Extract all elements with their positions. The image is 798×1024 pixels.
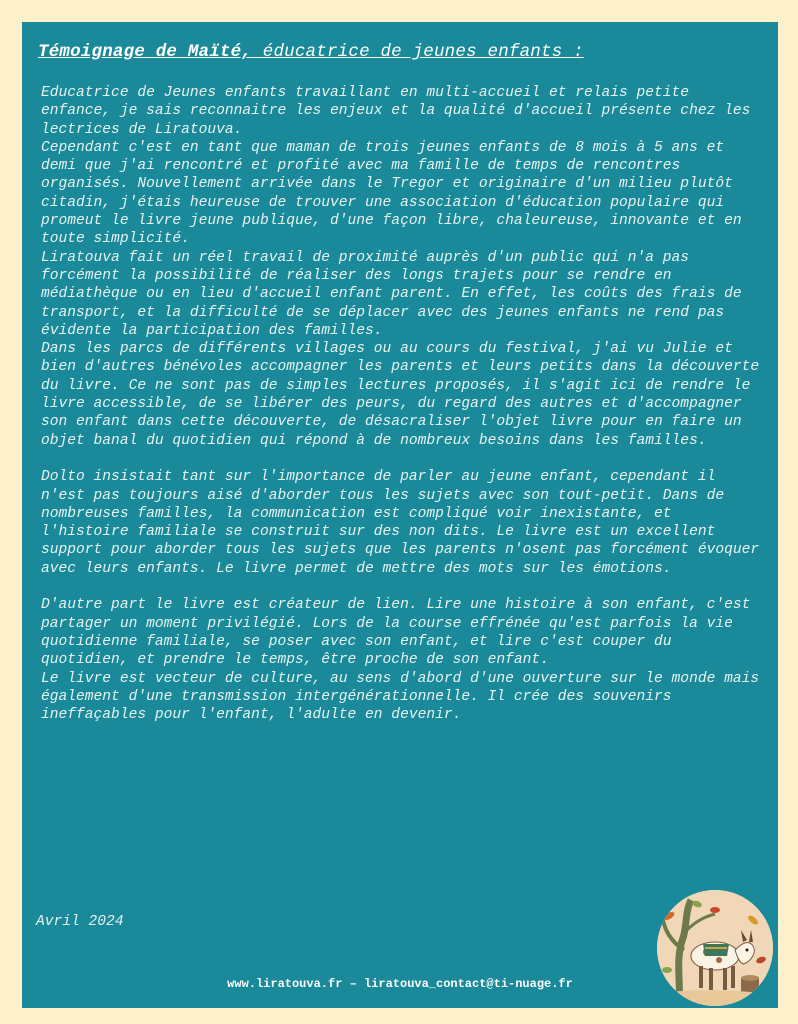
title-colon: :: [562, 42, 584, 62]
title-author: Témoignage de Maïté,: [38, 42, 253, 62]
page-title: [38, 42, 768, 62]
paragraph-6: D'autre part le livre est créateur de lien. Lire une histoire à son enfant, c'est partager un moment privilégié. Lors de la course effrénée qu'est parfois la vie quotidienne familiale, se poser avec son enfant, et lire c'est couper du quotidien, et prendre le temps, être proche de son enfant.: [41, 597, 751, 669]
paragraph-5: Dolto insistait tant sur l'importance de parler au jeune enfant, cependant il n'est pas toujours aisé d'aborder tous les sujets avec son tout-petit. Dans de nombreuses familles, la communication est compliqué voir inexistante, et l'histoire familiale se construit sur des non dits. Le livre est un excellent support pour aborder tous les sujets que les parents n'osent pas forcément évoquer avec leurs enfants. Le livre permet de mettre des mots sur les émotions.: [41, 469, 760, 577]
paragraph-3: Liratouva fait un réel travail de proximité auprès d'un public qui n'a pas forcément la possibilité de réaliser des longs trajets pour se rendre en médiathèque ou en lieu d'accueil enfant parent. En effet, les coûts des frais de transport, et la difficulté de se déplacer avec des jeunes enfants ne rend pas évidente la participation des familles.: [41, 249, 742, 339]
donkey-illustration: [657, 890, 773, 1006]
paragraph-1: Educatrice de Jeunes enfants travaillant en multi-accueil et relais petite enfance, je sais reconnaitre les enjeux et la qualité d'accueil présente chez les lectrices de Liratouva.: [41, 85, 751, 138]
paragraph-2: Cependant c'est en tant que maman de trois jeunes enfants de 8 mois à 5 ans et demi que j'ai rencontré et profité avec ma famille de temps de rencontres organisés. Nouvellement arrivée dans le Tregor et originaire d'un milieu plutôt citadin, j'étais heureuse de trouver une association d'éducation populaire qui promeut le livre jeune publique, d'une façon libre, chaleureuse, innovante et en toute simplicité.: [41, 139, 742, 248]
testimonial-body: [41, 84, 766, 724]
title-role: éducatrice de jeunes enfants: [262, 42, 563, 62]
testimonial-panel: [22, 22, 778, 1008]
donkey-illustration-art: [657, 890, 773, 1006]
paragraph-4: Dans les parcs de différents villages ou au cours du festival, j'ai vu Julie et bien d'autres bénévoles accompagner les parents et leurs petits dans la découverte du livre. Ce ne sont pas de simples lectures proposés, il s'agit ici de rendre le livre accessible, de se libérer des peurs, du regard des autres et d'accompagner son enfant dans cette découverte, de désacraliser l'objet livre pour en faire un objet banal du quotidien qui répond à de nombreux besoins dans les familles.: [41, 341, 760, 449]
paragraph-7: Le livre est vecteur de culture, au sens d'abord d'une ouverture sur le monde mais également d'une transmission intergénérationnelle. Il crée des souvenirs ineffaçables pour l'enfant, l'adulte en devenir.: [41, 670, 760, 724]
testimonial-date: Avril 2024: [36, 914, 124, 930]
footer-contact: www.liratouva.fr – liratouva_contact@ti-nuage.fr: [227, 977, 573, 991]
